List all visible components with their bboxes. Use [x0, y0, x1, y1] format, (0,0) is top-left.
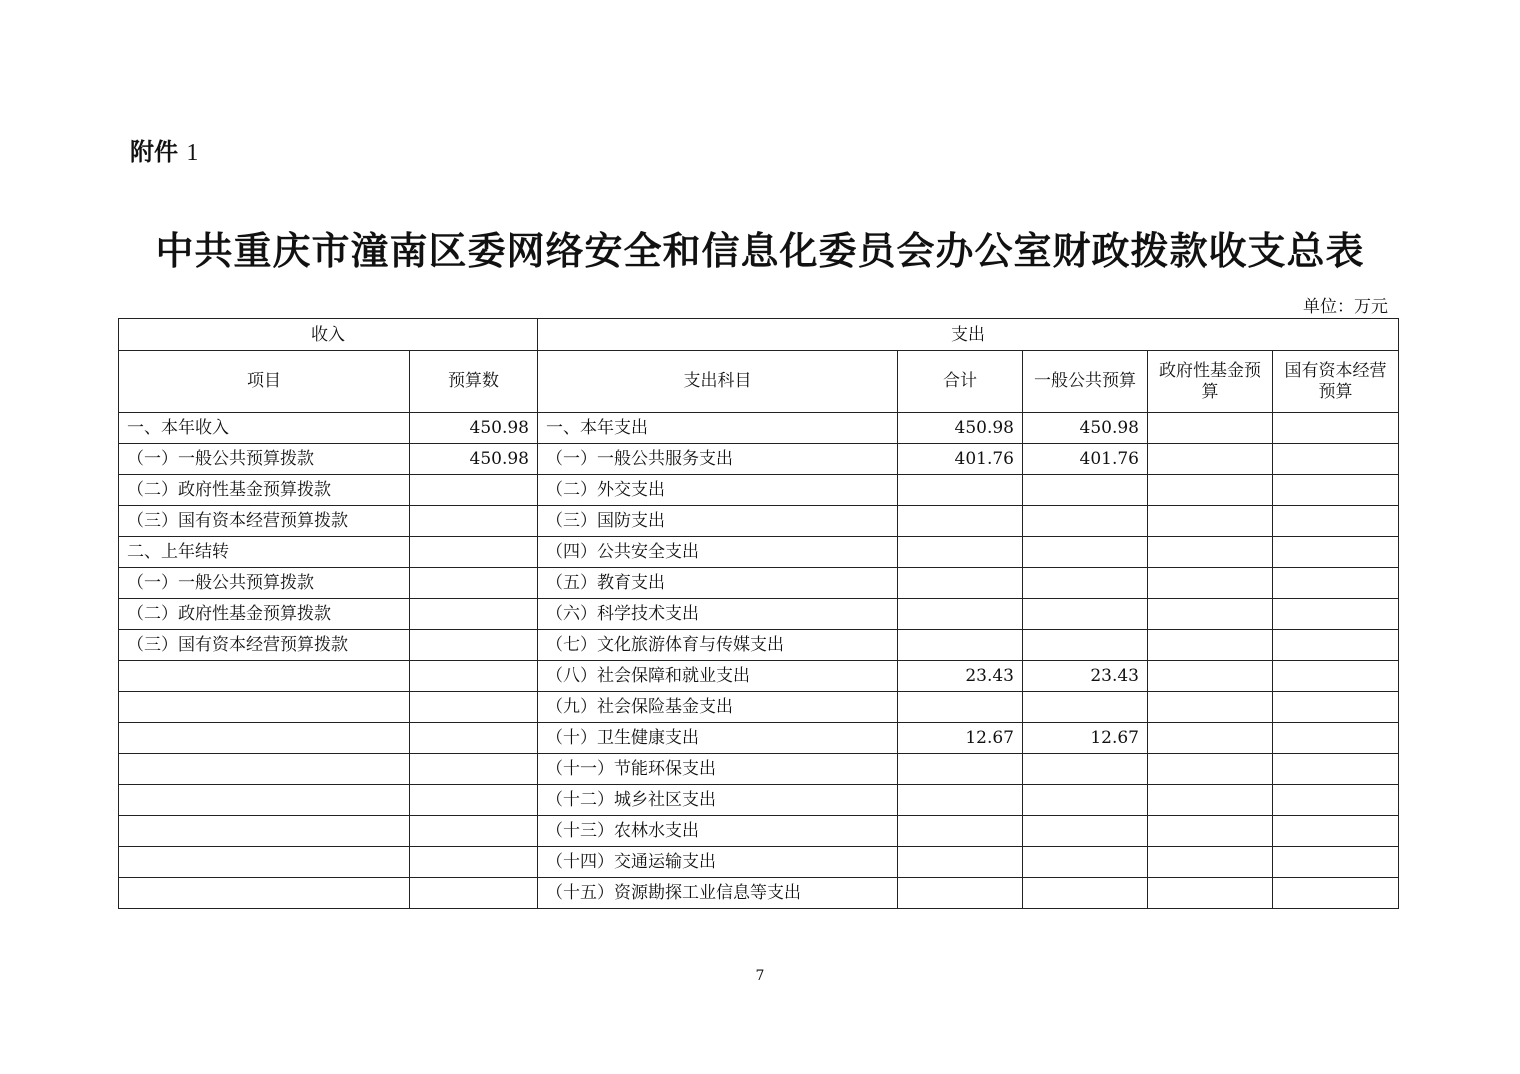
income-item-cell: 二、上年结转 — [119, 537, 410, 568]
income-budget-cell — [410, 630, 538, 661]
general-public-cell — [1023, 692, 1148, 723]
total-cell — [898, 754, 1023, 785]
expense-item-cell: （一）一般公共服务支出 — [538, 444, 898, 475]
gov-fund-cell — [1148, 506, 1273, 537]
income-budget-cell — [410, 475, 538, 506]
gov-fund-cell — [1148, 537, 1273, 568]
income-item-cell — [119, 661, 410, 692]
income-budget-cell — [410, 661, 538, 692]
income-budget-cell — [410, 723, 538, 754]
total-cell — [898, 816, 1023, 847]
table-row — [119, 847, 1399, 878]
expense-item-cell: （三）国防支出 — [538, 506, 898, 537]
income-item-cell — [119, 878, 410, 909]
state-capital-cell — [1273, 816, 1399, 847]
state-capital-cell — [1273, 723, 1399, 754]
expense-item-cell: （四）公共安全支出 — [538, 537, 898, 568]
income-item-cell — [119, 816, 410, 847]
gov-fund-cell — [1148, 475, 1273, 506]
income-item-cell: 一、本年收入 — [119, 413, 410, 444]
expense-item-cell: （十五）资源勘探工业信息等支出 — [538, 878, 898, 909]
state-capital-cell — [1273, 785, 1399, 816]
table-row — [119, 568, 1399, 599]
income-header: 收入 — [119, 319, 538, 351]
income-budget-cell — [410, 785, 538, 816]
income-budget-cell — [410, 537, 538, 568]
table-row — [119, 661, 1399, 692]
income-item-cell: （三）国有资本经营预算拨款 — [119, 506, 410, 537]
income-budget-cell — [410, 816, 538, 847]
income-item-cell: （一）一般公共预算拨款 — [119, 444, 410, 475]
header-row-top — [119, 319, 1399, 351]
state-capital-cell — [1273, 847, 1399, 878]
gov-fund-cell — [1148, 785, 1273, 816]
expense-item-cell: （十一）节能环保支出 — [538, 754, 898, 785]
state-capital-cell — [1273, 692, 1399, 723]
gov-fund-cell — [1148, 630, 1273, 661]
table-row — [119, 723, 1399, 754]
total-cell — [898, 506, 1023, 537]
budget-table-body — [119, 319, 1399, 909]
col-budget: 预算数 — [410, 351, 538, 413]
header-row-columns — [119, 351, 1399, 413]
budget-table — [118, 318, 1399, 909]
general-public-cell — [1023, 599, 1148, 630]
total-cell — [898, 878, 1023, 909]
general-public-cell: 12.67 — [1023, 723, 1148, 754]
income-item-cell — [119, 754, 410, 785]
table-row — [119, 506, 1399, 537]
attachment-number: 1 — [186, 140, 199, 166]
income-item-cell — [119, 723, 410, 754]
col-general-public: 一般公共预算 — [1023, 351, 1148, 413]
total-cell: 450.98 — [898, 413, 1023, 444]
gov-fund-cell — [1148, 847, 1273, 878]
income-item-cell — [119, 692, 410, 723]
gov-fund-cell — [1148, 599, 1273, 630]
total-cell — [898, 475, 1023, 506]
page-number: 7 — [755, 968, 765, 984]
attachment-text: 附件 — [130, 138, 178, 166]
total-cell: 401.76 — [898, 444, 1023, 475]
total-cell — [898, 537, 1023, 568]
table-row — [119, 537, 1399, 568]
state-capital-cell — [1273, 630, 1399, 661]
state-capital-cell — [1273, 413, 1399, 444]
gov-fund-cell — [1148, 816, 1273, 847]
table-row — [119, 785, 1399, 816]
income-budget-cell — [410, 692, 538, 723]
expense-header: 支出 — [538, 319, 1399, 351]
state-capital-cell — [1273, 754, 1399, 785]
col-state-capital: 国有资本经营预算 — [1273, 351, 1399, 413]
table-row — [119, 599, 1399, 630]
table-row — [119, 692, 1399, 723]
gov-fund-cell — [1148, 754, 1273, 785]
income-item-cell — [119, 847, 410, 878]
state-capital-cell — [1273, 475, 1399, 506]
gov-fund-cell — [1148, 723, 1273, 754]
table-row — [119, 878, 1399, 909]
expense-item-cell: （十四）交通运输支出 — [538, 847, 898, 878]
income-budget-cell — [410, 568, 538, 599]
general-public-cell — [1023, 475, 1148, 506]
state-capital-cell — [1273, 661, 1399, 692]
col-gov-fund: 政府性基金预算 — [1148, 351, 1273, 413]
table-row — [119, 413, 1399, 444]
income-item-cell: （二）政府性基金预算拨款 — [119, 599, 410, 630]
general-public-cell: 450.98 — [1023, 413, 1148, 444]
total-cell — [898, 568, 1023, 599]
state-capital-cell — [1273, 878, 1399, 909]
state-capital-cell — [1273, 506, 1399, 537]
general-public-cell — [1023, 816, 1148, 847]
state-capital-cell — [1273, 568, 1399, 599]
expense-item-cell: （十二）城乡社区支出 — [538, 785, 898, 816]
general-public-cell — [1023, 568, 1148, 599]
attachment-label — [130, 132, 198, 167]
general-public-cell — [1023, 506, 1148, 537]
general-public-cell — [1023, 630, 1148, 661]
income-budget-cell — [410, 754, 538, 785]
expense-item-cell: （十三）农林水支出 — [538, 816, 898, 847]
total-cell — [898, 599, 1023, 630]
total-cell — [898, 785, 1023, 816]
gov-fund-cell — [1148, 692, 1273, 723]
income-item-cell: （三）国有资本经营预算拨款 — [119, 630, 410, 661]
income-budget-cell — [410, 847, 538, 878]
expense-item-cell: （十）卫生健康支出 — [538, 723, 898, 754]
general-public-cell — [1023, 537, 1148, 568]
expense-item-cell: （二）外交支出 — [538, 475, 898, 506]
income-budget-cell: 450.98 — [410, 413, 538, 444]
total-cell — [898, 630, 1023, 661]
general-public-cell — [1023, 754, 1148, 785]
gov-fund-cell — [1148, 878, 1273, 909]
total-cell: 23.43 — [898, 661, 1023, 692]
total-cell: 12.67 — [898, 723, 1023, 754]
col-item: 项目 — [119, 351, 410, 413]
expense-item-cell: 一、本年支出 — [538, 413, 898, 444]
expense-item-cell: （五）教育支出 — [538, 568, 898, 599]
state-capital-cell — [1273, 599, 1399, 630]
general-public-cell — [1023, 878, 1148, 909]
table-row — [119, 444, 1399, 475]
total-cell — [898, 692, 1023, 723]
income-budget-cell — [410, 878, 538, 909]
gov-fund-cell — [1148, 568, 1273, 599]
col-expense-subject: 支出科目 — [538, 351, 898, 413]
expense-item-cell: （六）科学技术支出 — [538, 599, 898, 630]
state-capital-cell — [1273, 444, 1399, 475]
gov-fund-cell — [1148, 661, 1273, 692]
income-item-cell — [119, 785, 410, 816]
table-row — [119, 816, 1399, 847]
expense-item-cell: （八）社会保障和就业支出 — [538, 661, 898, 692]
general-public-cell — [1023, 847, 1148, 878]
general-public-cell — [1023, 785, 1148, 816]
income-item-cell: （二）政府性基金预算拨款 — [119, 475, 410, 506]
table-row — [119, 630, 1399, 661]
income-budget-cell: 450.98 — [410, 444, 538, 475]
unit-label: 单位：万元 — [1303, 297, 1388, 317]
income-item-cell: （一）一般公共预算拨款 — [119, 568, 410, 599]
general-public-cell: 401.76 — [1023, 444, 1148, 475]
table-row — [119, 475, 1399, 506]
document-title: 中共重庆市潼南区委网络安全和信息化委员会办公室财政拨款收支总表 — [155, 229, 1365, 273]
expense-item-cell: （七）文化旅游体育与传媒支出 — [538, 630, 898, 661]
income-budget-cell — [410, 506, 538, 537]
total-cell — [898, 847, 1023, 878]
general-public-cell: 23.43 — [1023, 661, 1148, 692]
expense-item-cell: （九）社会保险基金支出 — [538, 692, 898, 723]
col-total: 合计 — [898, 351, 1023, 413]
gov-fund-cell — [1148, 444, 1273, 475]
table-row — [119, 754, 1399, 785]
state-capital-cell — [1273, 537, 1399, 568]
gov-fund-cell — [1148, 413, 1273, 444]
income-budget-cell — [410, 599, 538, 630]
